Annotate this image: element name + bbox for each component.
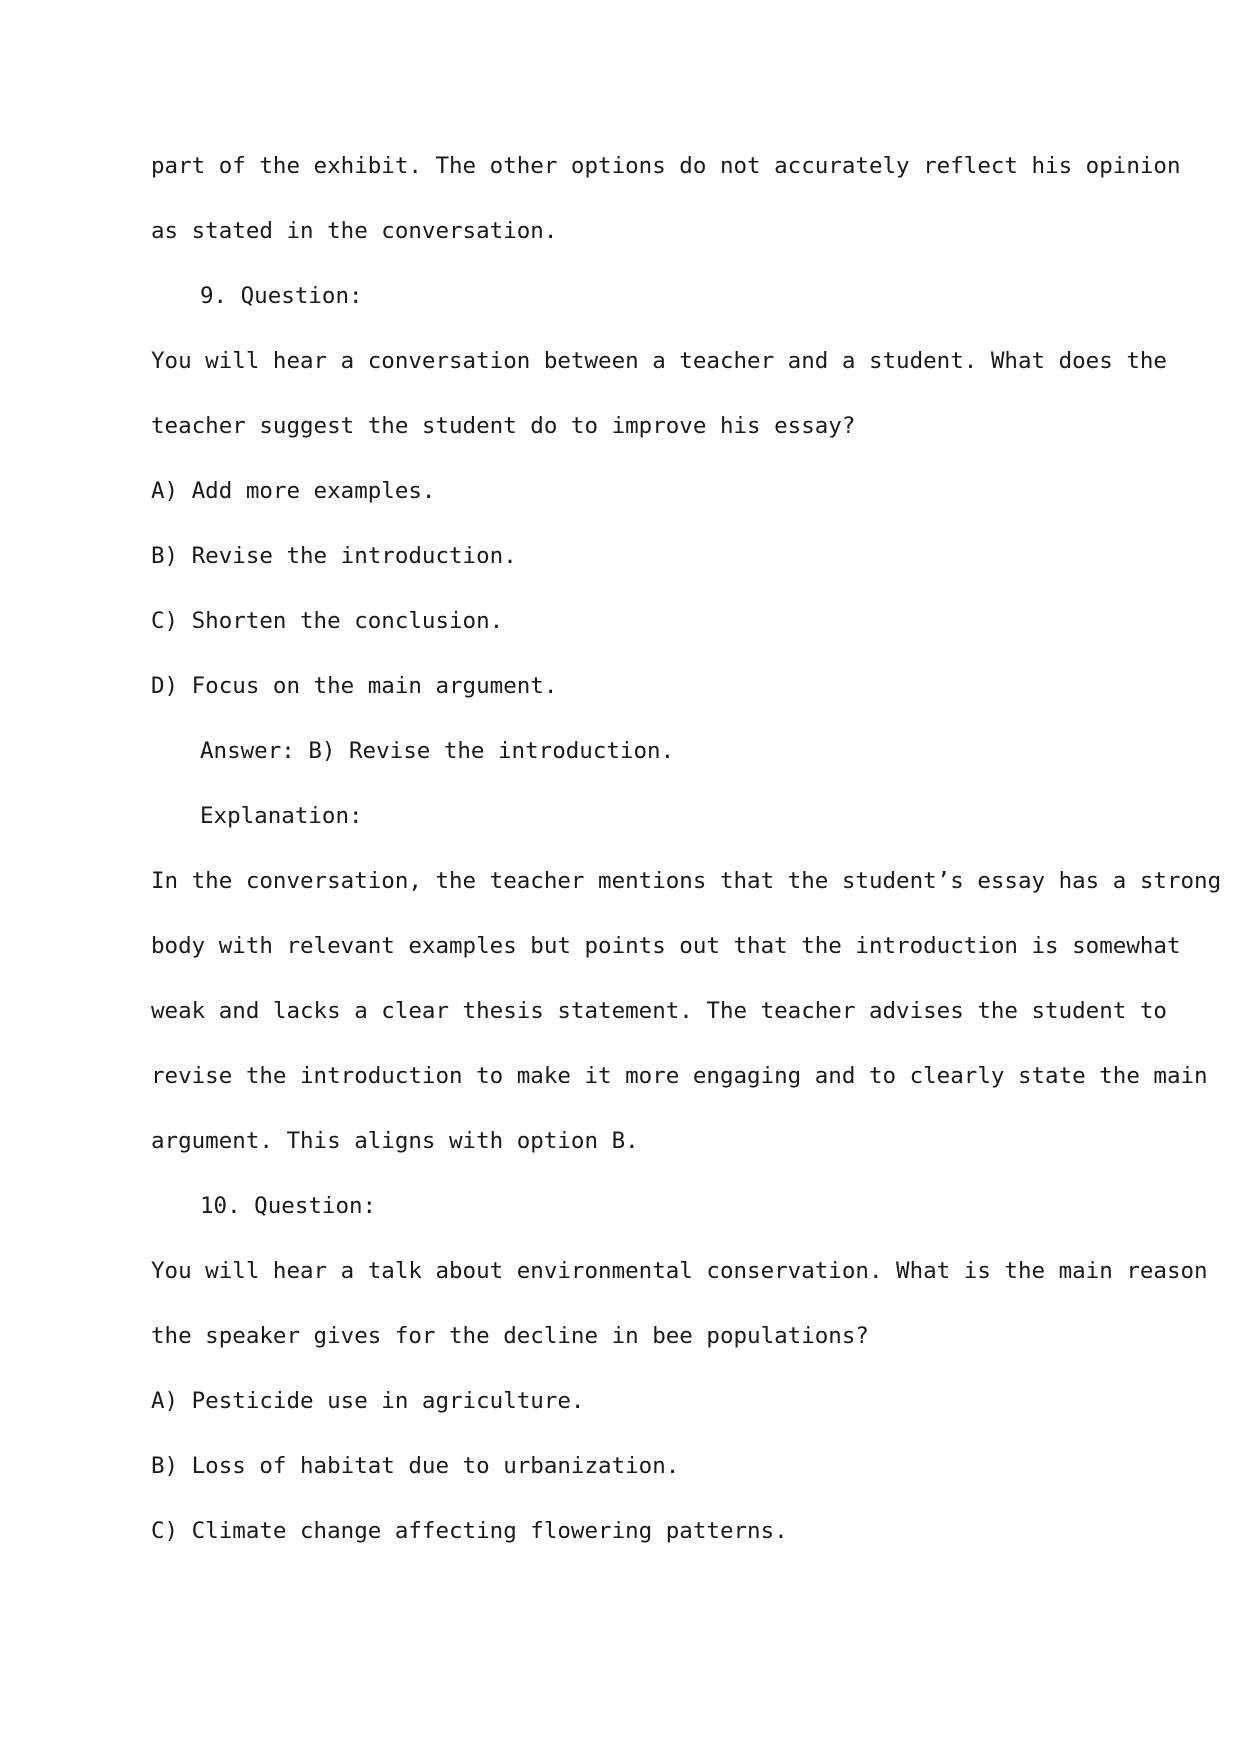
question-9-option-c: C) Shorten the conclusion. [151,608,504,634]
question-9-explanation-line: body with relevant examples but points out that the introduction is somewhat [151,933,1181,959]
question-9-prompt-line: teacher suggest the student do to improve his essay? [151,413,856,439]
question-9-explanation-line: weak and lacks a clear thesis statement. The teacher advises the student to [151,998,1167,1024]
document-body [151,134,1222,1564]
question-10-option-b: B) Loss of habitat due to urbanization. [151,1453,680,1479]
question-9-option-b: B) Revise the introduction. [151,543,517,569]
question-10-prompt-line: You will hear a talk about environmental conservation. What is the main reason [151,1258,1208,1284]
body-text-line: part of the exhibit. The other options do not accurately reflect his opinion [151,153,1181,179]
question-10-prompt-line: the speaker gives for the decline in bee populations? [151,1323,869,1349]
question-9-answer: Answer: B) Revise the introduction. [200,738,675,764]
question-9-option-a: A) Add more examples. [151,478,436,504]
question-9-option-d: D) Focus on the main argument. [151,673,558,699]
question-9-heading: 9. Question: [200,283,363,309]
question-9-explanation-heading: Explanation: [200,803,363,829]
question-9-explanation-line: revise the introduction to make it more engaging and to clearly state the main [151,1063,1208,1089]
question-10-option-a: A) Pesticide use in agriculture. [151,1388,585,1414]
question-9-prompt-line: You will hear a conversation between a teacher and a student. What does the [151,348,1167,374]
question-10-option-c: C) Climate change affecting flowering patterns. [151,1518,788,1544]
question-9-explanation-line: In the conversation, the teacher mentions that the student’s essay has a strong [151,868,1222,894]
body-text-line: as stated in the conversation. [151,218,558,244]
question-9-explanation-line: argument. This aligns with option B. [151,1128,639,1154]
question-10-heading: 10. Question: [200,1193,377,1219]
